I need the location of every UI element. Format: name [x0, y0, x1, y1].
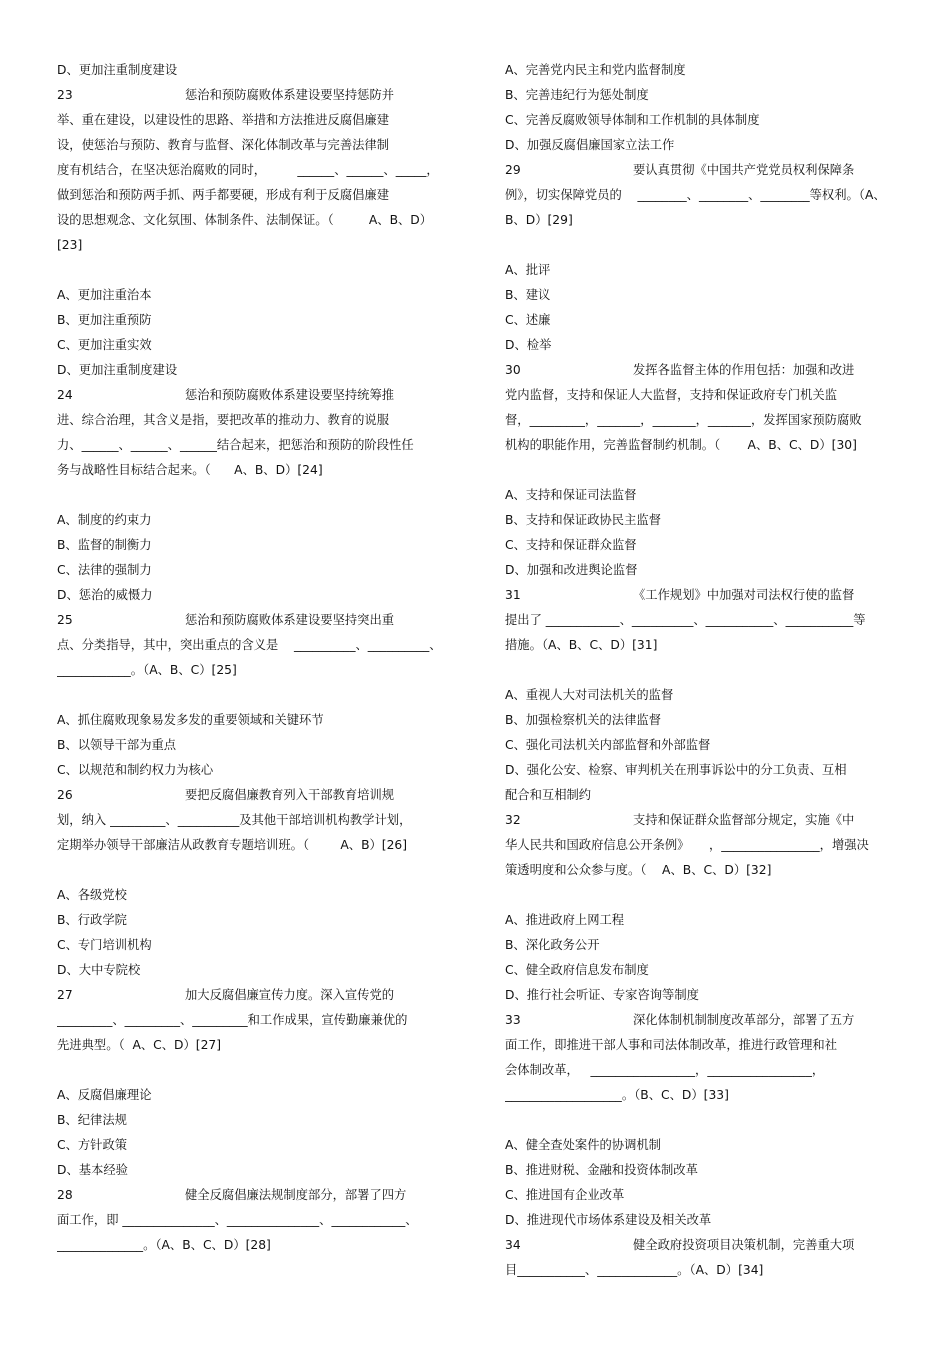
question-number: 32: [505, 813, 521, 827]
answer-option: C、强化司法机关内部监督和外部监督: [505, 738, 711, 752]
text-line: 面工作，即 _______________、_______________、____________、: [57, 1213, 418, 1227]
blank-line: [505, 658, 895, 683]
question-text: 《工作规划》中加强对司法权行使的监督: [633, 588, 855, 602]
question-text: 健全反腐倡廉法规制度部分，部署了四方: [185, 1188, 407, 1202]
answer-option: D、大中专院校: [57, 963, 141, 977]
answer-option: A、支持和保证司法监督: [505, 488, 637, 502]
question-text: 惩治和预防腐败体系建设要坚持突出重: [185, 613, 395, 627]
text-line: 配合和互相制约: [505, 788, 592, 802]
text-line: 督，_________，_______，_______，_______，发挥国家预防腐败: [505, 413, 862, 427]
question-number: 34: [505, 1238, 521, 1252]
answer-option: C、述廉: [505, 313, 551, 327]
text-line: 党内监督，支持和保证人大监督，支持和保证政府专门机关监: [505, 388, 838, 402]
question-line: [57, 608, 449, 633]
answer-option: D、基本经验: [57, 1163, 128, 1177]
text-line: ______________。（A、B、C、D）[28]: [57, 1238, 271, 1252]
text-line: 面工作，即推进干部人事和司法体制改革，推进行政管理和社: [505, 1038, 838, 1052]
answer-option: D、检举: [505, 338, 552, 352]
answer-option: B、D）[29]: [505, 213, 573, 227]
answer-option: D、推进现代市场体系建设及相关改革: [505, 1213, 712, 1227]
answer-option: B、加强检察机关的法律监督: [505, 713, 661, 727]
answer-option: B、建议: [505, 288, 551, 302]
answer-option: D、加强和改进舆论监督: [505, 563, 638, 577]
answer-option: A、健全查处案件的协调机制: [505, 1138, 661, 1152]
answer-option: A、各级党校: [57, 888, 127, 902]
text-line: 做到惩治和预防两手抓、两手都要硬，形成有利于反腐倡廉建: [57, 188, 390, 202]
answer-option: B、支持和保证政协民主监督: [505, 513, 661, 527]
text-line: 策透明度和公众参与度。（ A、B、C、D）[32]: [505, 863, 772, 877]
question-line: [57, 383, 449, 408]
question-line: [57, 1183, 449, 1208]
answer-option: B、深化政务公开: [505, 938, 600, 952]
text-line: 进、综合治理，其含义是指，要把改革的推动力、教育的说服: [57, 413, 390, 427]
text-line: 划，纳入 _________、__________及其他干部培训机构教学计划，: [57, 813, 412, 827]
answer-option: C、以规范和制约权力为核心: [57, 763, 214, 777]
answer-option: B、推进财税、金融和投资体制改革: [505, 1163, 698, 1177]
question-text: 要认真贯彻《中国共产党党员权利保障条: [633, 163, 855, 177]
question-number: 33: [505, 1013, 521, 1027]
question-line: [505, 158, 895, 183]
text-line: 设，使惩治与预防、教育与监督、深化体制改革与完善法律制: [57, 138, 390, 152]
question-number: 24: [57, 388, 73, 402]
answer-option: B、完善违纪行为惩处制度: [505, 88, 649, 102]
text-line: ___________________。（B、C、D）[33]: [505, 1088, 729, 1102]
blank-line: [505, 233, 895, 258]
answer-option: D、更加注重制度建设: [57, 363, 178, 377]
answer-option: D、惩治的威慑力: [57, 588, 153, 602]
answer-option: A、制度的约束力: [57, 513, 152, 527]
answer-option: B、以领导干部为重点: [57, 738, 177, 752]
question-line: [57, 83, 449, 108]
text-line: 设的思想观念、文化氛围、体制条件、法制保证。（ A、B、D）: [57, 213, 433, 227]
answer-option: A、反腐倡廉理论: [57, 1088, 152, 1102]
question-number: 31: [505, 588, 521, 602]
question-text: 发挥各监督主体的作用包括：加强和改进: [633, 363, 855, 377]
question-line: [505, 808, 895, 833]
answer-option: B、监督的制衡力: [57, 538, 152, 552]
question-line: [505, 1008, 895, 1033]
text-line: 先进典型。（ A、C、D）[27]: [57, 1038, 222, 1052]
text-line: _________、_________、_________和工作成果，宣传勤廉兼优的: [57, 1013, 408, 1027]
text-line: [23]: [57, 238, 83, 252]
answer-option: C、推进国有企业改革: [505, 1188, 625, 1202]
question-text: 加大反腐倡廉宣传力度。深入宣传党的: [185, 988, 395, 1002]
question-text: 惩治和预防腐败体系建设要坚持统筹推: [185, 388, 395, 402]
answer-option: C、专门培训机构: [57, 938, 152, 952]
answer-option: C、支持和保证群众监督: [505, 538, 637, 552]
answer-option: C、完善反腐败领导体制和工作机制的具体制度: [505, 113, 760, 127]
text-line: 点、分类指导，其中，突出重点的含义是 __________、__________、: [57, 638, 442, 652]
answer-option: B、行政学院: [57, 913, 127, 927]
text-line: 提出了 ____________、__________、___________、___________等: [505, 613, 866, 627]
blank-line: [57, 258, 449, 283]
text-line: 目___________、_____________。（A、D）[34]: [505, 1263, 764, 1277]
question-text: 深化体制机制制度改革部分，部署了五方: [633, 1013, 855, 1027]
answer-option: A、抓住腐败现象易发多发的重要领域和关键环节: [57, 713, 324, 727]
question-number: 26: [57, 788, 73, 802]
answer-option: A、重视人大对司法机关的监督: [505, 688, 674, 702]
answer-option: A、完善党内民主和党内监督制度: [505, 63, 686, 77]
left-column: [57, 58, 449, 1258]
question-line: [505, 583, 895, 608]
text-line: 会体制改革， _________________，_________________，: [505, 1063, 825, 1077]
answer-option: A、推进政府上网工程: [505, 913, 625, 927]
text-line: 务与战略性目标结合起来。（ A、B、D）[24]: [57, 463, 323, 477]
text-line: 措施。（A、B、C、D）[31]: [505, 638, 658, 652]
blank-line: [57, 1058, 449, 1083]
question-number: 29: [505, 163, 521, 177]
question-line: [505, 1233, 895, 1258]
text-line: ____________。（A、B、C）[25]: [57, 663, 237, 677]
answer-option: B、更加注重预防: [57, 313, 152, 327]
answer-option: C、方针政策: [57, 1138, 128, 1152]
text-line: 华人民共和国政府信息公开条例》 ，________________，增强决: [505, 838, 869, 852]
text-line: 定期举办领导干部廉洁从政教育专题培训班。（ A、B）[26]: [57, 838, 408, 852]
blank-line: [505, 883, 895, 908]
question-line: [57, 983, 449, 1008]
question-text: 要把反腐倡廉教育列入干部教育培训规: [185, 788, 395, 802]
question-number: 27: [57, 988, 73, 1002]
blank-line: [505, 458, 895, 483]
text-line: 机构的职能作用，完善监督制约机制。（ A、B、C、D）[30]: [505, 438, 857, 452]
question-text: 健全政府投资项目决策机制，完善重大项: [633, 1238, 855, 1252]
answer-option: C、更加注重实效: [57, 338, 152, 352]
blank-line: [505, 1108, 895, 1133]
question-number: 23: [57, 88, 73, 102]
text-line: 举、重在建设，以建设性的思路、举措和方法推进反腐倡廉建: [57, 113, 390, 127]
text-line: 力、______、______、______结合起来，把惩治和预防的阶段性任: [57, 438, 414, 452]
text-line: 例》，切实保障党员的 ________、________、________等权利。（A、: [505, 188, 886, 202]
blank-line: [57, 858, 449, 883]
right-column: [505, 58, 895, 1283]
answer-option: D、加强反腐倡廉国家立法工作: [505, 138, 675, 152]
answer-option: D、推行社会听证、专家咨询等制度: [505, 988, 699, 1002]
answer-option: D、强化公安、检察、审判机关在刑事诉讼中的分工负责、互相: [505, 763, 847, 777]
question-number: 28: [57, 1188, 73, 1202]
answer-option: A、更加注重治本: [57, 288, 152, 302]
question-number: 25: [57, 613, 73, 627]
blank-line: [57, 483, 449, 508]
answer-option: C、法律的强制力: [57, 563, 152, 577]
answer-option: A、批评: [505, 263, 551, 277]
answer-option: C、健全政府信息发布制度: [505, 963, 649, 977]
answer-option: B、纪律法规: [57, 1113, 127, 1127]
blank-line: [57, 683, 449, 708]
text-line: 度有机结合，在坚决惩治腐败的同时， ______、______、_____，: [57, 163, 439, 177]
question-number: 30: [505, 363, 521, 377]
question-line: [505, 358, 895, 383]
question-text: 惩治和预防腐败体系建设要坚持惩防并: [185, 88, 395, 102]
answer-option: D、更加注重制度建设: [57, 63, 178, 77]
question-line: [57, 783, 449, 808]
question-text: 支持和保证群众监督部分规定，实施《中: [633, 813, 855, 827]
